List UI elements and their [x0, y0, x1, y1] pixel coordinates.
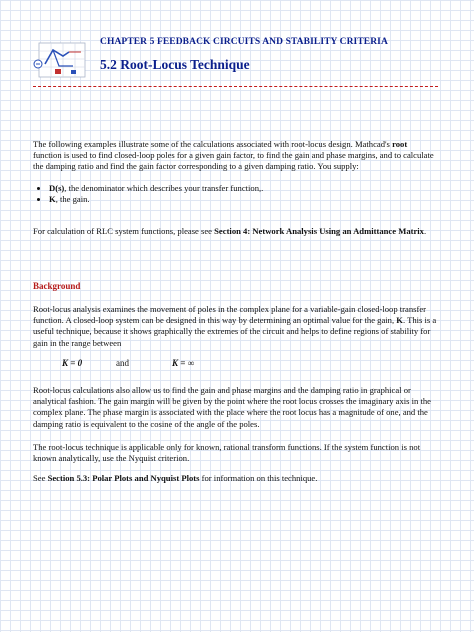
equation-k-zero-text: K = 0: [62, 358, 83, 368]
list-item: [49, 183, 449, 194]
background-text-a: Root-locus analysis examines the movement of poles in the complex plane for a variable-gain closed-loop transfer function. A closed-loop system can be designed in this way by determining an optimal value for the gain,: [33, 304, 427, 326]
supply-list: [33, 183, 449, 206]
intro-paragraph: [33, 139, 437, 173]
equation-k-zero: [62, 358, 82, 368]
intro-text-a: The following examples illustrate some of the calculations associated with root-locus design. Mathcad's: [33, 139, 393, 149]
background-heading: Background: [33, 281, 81, 291]
rlc-paragraph: [33, 226, 437, 237]
background-paragraph: [33, 304, 437, 349]
equation-and-word: and: [116, 358, 129, 368]
rlc-text-c: .: [423, 226, 427, 236]
see-text-a: See: [33, 473, 48, 483]
section-4-reference-link[interactable]: Section 4: Network Analysis Using an Admittance Matrix: [214, 226, 424, 236]
list-item-term: K: [49, 194, 56, 205]
margins-paragraph: Root-locus calculations also allow us to find the gain and phase margins and the damping ratio in graphical or analytical fashion. The gain margin will be given by the point where the root locus crosses the imaginary axis in the complex plane. The phase margin is associated with the place where the root locus has a magnitude of one, and the damping ratio is equivalent to the cosine of the angle of the poles.: [33, 385, 431, 429]
equation-k-infinity: [172, 358, 194, 368]
dashed-divider: [33, 86, 438, 87]
background-text-c: . This is a useful technique, because it shows graphically the extremes of the circuit and helps to define regions of stability for gain in the range between: [33, 315, 437, 348]
list-item: [49, 194, 449, 205]
list-item-term: D(s): [49, 183, 65, 193]
section-title: 5.2 Root-Locus Technique: [100, 57, 250, 72]
see-text-c: for information on this technique.: [199, 473, 318, 483]
section-5-3-reference-link[interactable]: Section 5.3: Polar Plots and Nyquist Plots: [47, 473, 200, 483]
rlc-text-a: For calculation of RLC system functions, please see: [33, 226, 215, 236]
list-item-text: , the gain.: [55, 194, 90, 205]
chapter-title: CHAPTER 5 FEEDBACK CIRCUITS AND STABILITY CRITERIA: [100, 37, 388, 47]
nyquist-paragraph: The root-locus technique is applicable only for known, rational transform functions. If the system function is not known analytically, use the Nyquist criterion.: [33, 442, 421, 464]
root-function-name: root: [392, 139, 408, 149]
see-also-paragraph: [33, 473, 437, 484]
gain-symbol: K: [396, 315, 403, 326]
equation-k-infinity-text: K = ∞: [172, 358, 195, 368]
list-item-text: , the denominator which describes your transfer function,.: [64, 183, 264, 193]
intro-text-c: function is used to find closed-loop poles for a given gain factor, to find the gain and phase margins, and to calculate the damping ratio and find the gain factor corresponding to a given damping ratio. You supply:: [33, 150, 434, 172]
circuit-logo-icon: [33, 42, 87, 80]
